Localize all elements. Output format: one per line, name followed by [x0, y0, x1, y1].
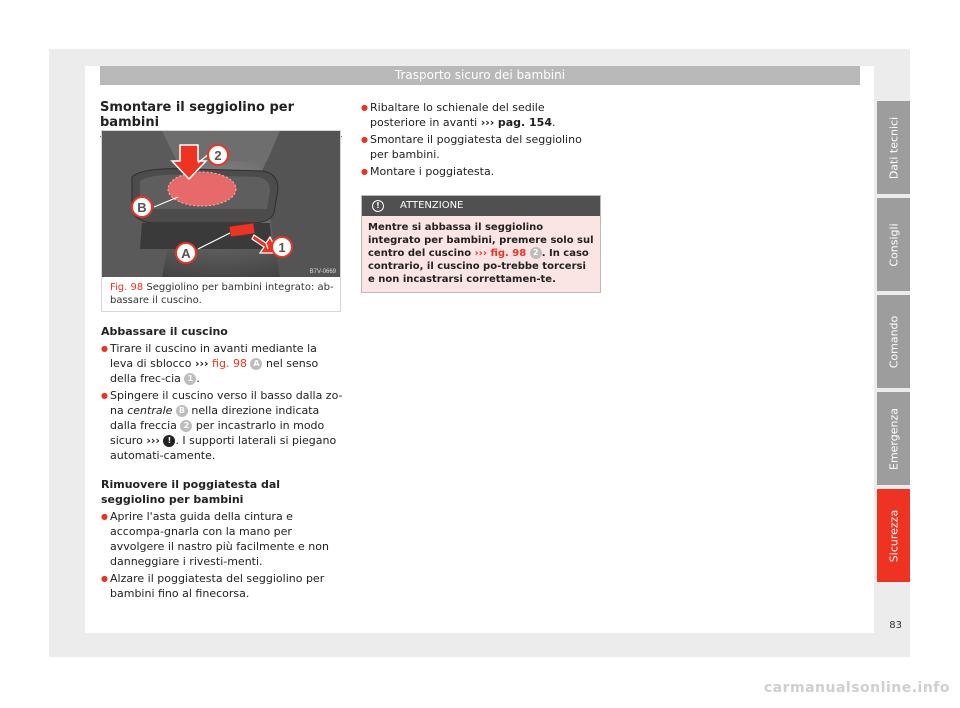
warning-body — [362, 216, 600, 286]
subheading-lower-cushion: Abbassare il cuscino — [101, 325, 228, 338]
tab-label: Sicurezza — [887, 509, 900, 562]
text: . — [551, 116, 556, 129]
warning-title: ATTENZIONE — [400, 200, 464, 211]
tab-comando[interactable] — [877, 295, 910, 388]
fig-link[interactable]: fig. 98 — [490, 248, 527, 259]
warning-icon: ! — [372, 200, 384, 212]
text: . — [196, 372, 200, 385]
badge-1: 1 — [184, 373, 196, 385]
callout-b — [132, 197, 152, 217]
caption-fig-ref: Fig. 98 — [110, 282, 144, 293]
text: Mentre si abbassa il seggiolino integrato per bambini, premere solo sul centro del cuscino — [368, 222, 594, 259]
list-item — [101, 341, 343, 386]
section-title: Smontare il seggiolino per bambini — [100, 100, 342, 137]
badge-a: A — [250, 358, 262, 370]
tab-emergenza[interactable] — [877, 392, 910, 485]
tab-label: Comando — [887, 315, 900, 368]
tab-label: Consigli — [887, 222, 900, 267]
badge-2: 2 — [530, 247, 542, 259]
right-column — [361, 100, 603, 181]
list-item: ● Alzare il poggiatesta del seggiolino per bambini fino al finecorsa. — [101, 571, 343, 601]
badge-b: B — [176, 405, 188, 417]
fig-link[interactable]: fig. 98 — [212, 357, 247, 370]
warning-icon[interactable]: ! — [163, 435, 175, 447]
tab-label: Dati tecnici — [887, 116, 900, 179]
figure-caption — [110, 281, 336, 307]
tab-dati-tecnici[interactable] — [877, 101, 910, 194]
text: Ribaltare lo schienale del sedile posteriore in avanti — [370, 101, 545, 129]
text: Spingere il cuscino verso il basso dalla zo-na — [110, 389, 343, 417]
list-item: ● Aprire l'asta guida della cintura e accompa-gnarla con la mano per avvolgere il nastro più facilmente e non danneggiare i rivesti-menti. — [101, 509, 343, 569]
badge-2: 2 — [180, 420, 192, 432]
ref-arrow: ››› — [146, 434, 160, 447]
text: per incastrarlo in modo sicuro — [110, 419, 325, 447]
text: Tirare il cuscino in avanti mediante la leva di sblocco — [110, 342, 317, 370]
warning-box — [361, 195, 601, 293]
svg-text:B: B — [137, 200, 147, 215]
child-seat-illustration — [102, 131, 340, 277]
list-item: ● Montare i poggiatesta. — [361, 164, 603, 179]
ref-arrow: ››› — [474, 248, 487, 259]
text: . I supporti laterali si piegano automati-camente. — [110, 434, 337, 462]
page-link[interactable]: pag. 154 — [497, 116, 552, 129]
text-italic: centrale — [127, 404, 173, 417]
text: nel senso della frec-cia — [110, 357, 319, 385]
list-item: ● Smontare il poggiatesta del seggiolino per bambini. — [361, 132, 603, 162]
figure-code: B7V-0669 — [309, 269, 336, 275]
list-item — [101, 388, 343, 463]
ref-arrow: ››› — [194, 357, 209, 370]
tab-consigli[interactable] — [877, 198, 910, 291]
watermark: carmanualsonline.info — [763, 680, 950, 696]
subheading-remove-headrest: Rimuovere il poggiatesta dal seggiolino per bambini — [101, 478, 281, 506]
callout-a — [176, 243, 196, 263]
caption-text: Seggiolino per bambini integrato: ab-bassare il cuscino. — [110, 282, 334, 306]
tab-label: Emergenza — [887, 407, 900, 470]
page-number: 83 — [889, 620, 902, 631]
ref-arrow: ››› — [480, 116, 495, 129]
text: nella direzione indicata dalla freccia — [110, 404, 320, 432]
list-item — [361, 100, 603, 130]
chapter-header: Trasporto sicuro dei bambini — [100, 66, 860, 85]
svg-text:2: 2 — [214, 148, 222, 163]
svg-text:1: 1 — [278, 240, 286, 255]
callout-1 — [272, 237, 292, 257]
figure-98 — [101, 130, 341, 312]
svg-text:A: A — [181, 246, 191, 261]
callout-2 — [208, 145, 228, 165]
warning-header — [362, 196, 600, 216]
text: . In caso contrario, il cuscino po-trebbe torcersi e non incastrarsi correttamen-te. — [368, 248, 589, 285]
tab-sicurezza[interactable] — [877, 489, 910, 582]
left-column — [101, 324, 343, 603]
